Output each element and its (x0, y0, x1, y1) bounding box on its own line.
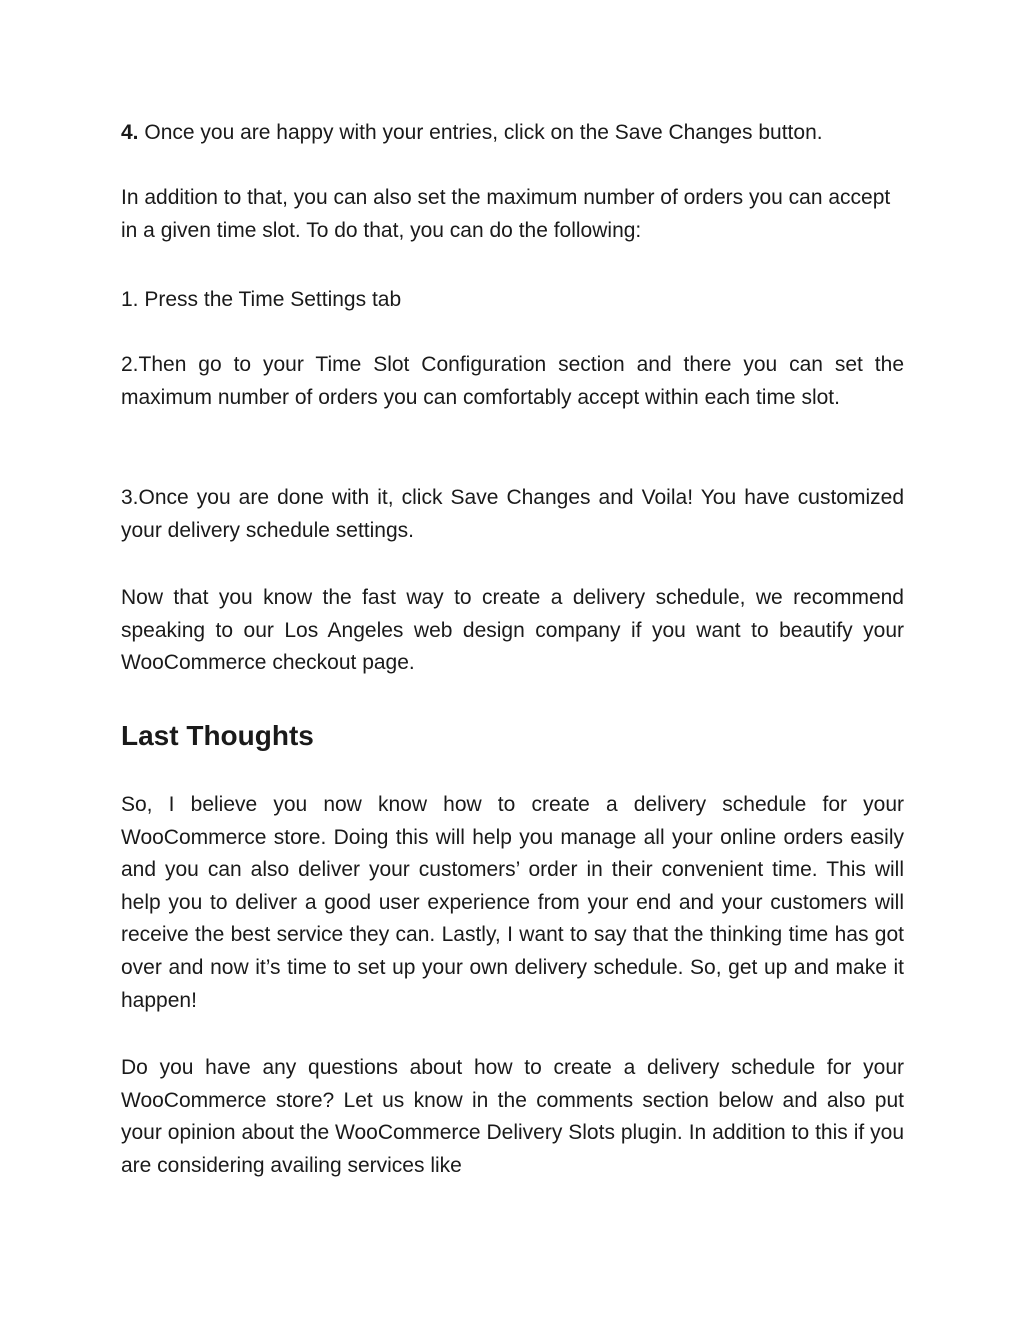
step-list-item-3: 3.Once you are done with it, click Save Changes and Voila! You have customized your delivery schedule settings. (121, 486, 904, 542)
questions-paragraph: Do you have any questions about how to create a delivery schedule for your WooCommerce store? Let us know in the comments section below and also put your opinion about the WooCommerce Delivery Slots plugin. In addition to this if you are considering availing services like (121, 1056, 904, 1177)
last-thoughts-paragraph: So, I believe you now know how to create a delivery schedule for your WooCommerce store. Doing this will help you manage all your online orders easily and you can also deliver your customers’ order in their convenient time. This will help you to deliver a good user experience from your end and your customers will receive the best service they can. Lastly, I want to say that the thinking time has got over and now it’s time to set up your own delivery schedule. So, get up and make it happen! (121, 793, 904, 1012)
step-4-text: Once you are happy with your entries, click on the Save Changes button. (144, 121, 823, 144)
step-4-paragraph (121, 117, 904, 150)
step-4-number: 4. (121, 121, 139, 144)
recommendation-paragraph: Now that you know the fast way to create a delivery schedule, we recommend speaking to our Los Angeles web design company if you want to beautify your WooCommerce checkout page. (121, 586, 904, 675)
section-heading-last-thoughts: Last Thoughts (121, 720, 314, 751)
addition-intro-paragraph: In addition to that, you can also set the maximum number of orders you can accept in a given time slot. To do that, you can do the following: (121, 186, 891, 242)
step-list-item-1: 1. Press the Time Settings tab (121, 288, 402, 311)
step-list-item-2: 2.Then go to your Time Slot Configuration section and there you can set the maximum number of orders you can comfortably accept within each time slot. (121, 353, 904, 409)
